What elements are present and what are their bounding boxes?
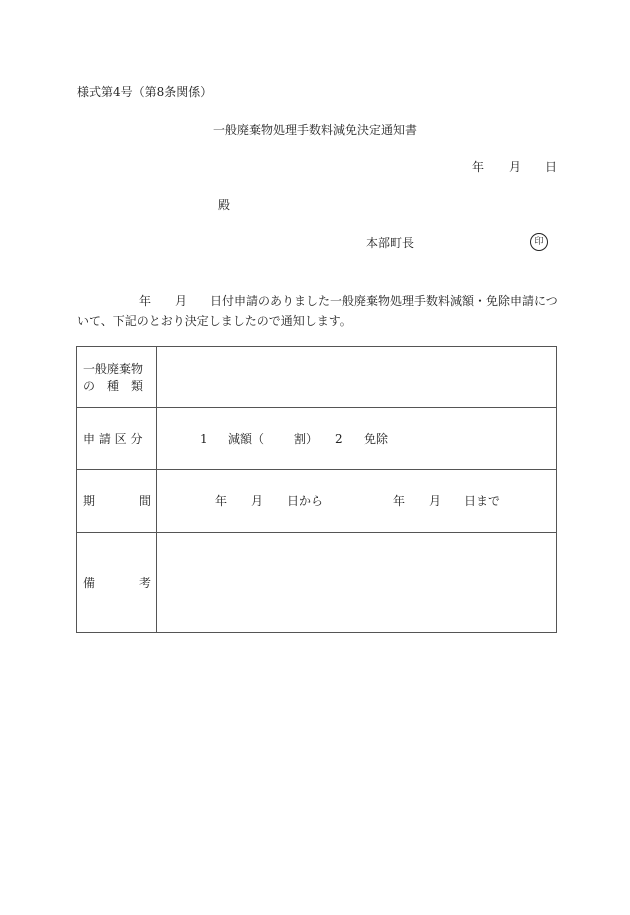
category-option1-text: 減額（ (228, 432, 265, 447)
category-option1-number: 1 (200, 432, 208, 447)
table-row-remarks (77, 532, 557, 632)
period-from-day: 日から (287, 494, 324, 509)
table-row-waste-type (77, 347, 557, 408)
body-text-line-2: いて、下記のとおり決定しましたので通知します。 (77, 314, 352, 328)
period-from-year: 年 (215, 494, 228, 509)
period-label-left: 期 (83, 494, 96, 509)
category-label: 申 請 区 分 (83, 432, 143, 447)
period-to-year: 年 (393, 494, 406, 509)
seal-mark: 印 (530, 233, 548, 251)
waste-type-label-line2: の 種 類 (83, 379, 144, 393)
form-number-label: 様式第4号（第8条関係） (77, 85, 213, 99)
waste-type-label-line1: 一般廃棄物 (83, 362, 144, 376)
body-text-line-1: 日付申請のありました一般廃棄物処理手数料減額・免除申請につ (210, 294, 558, 308)
table-row-period (77, 470, 557, 532)
period-from-month: 月 (251, 494, 264, 509)
decision-table (76, 346, 557, 633)
period-to-month: 月 (429, 494, 442, 509)
date-day-label: 日 (545, 160, 558, 174)
category-option1-unit: 割） (294, 432, 319, 447)
addressee-suffix: 殿 (218, 198, 231, 212)
date-month-label: 月 (509, 160, 522, 174)
remarks-label-right: 考 (139, 575, 152, 590)
body-year-label: 年 (139, 294, 152, 308)
category-label-cell (77, 408, 157, 470)
period-value-cell[interactable] (157, 470, 557, 532)
category-value-cell[interactable] (157, 408, 557, 470)
issuer-name: 本部町長 (366, 236, 415, 250)
remarks-label-left: 備 (83, 575, 96, 590)
period-label-right: 間 (139, 494, 152, 509)
waste-type-label-cell (77, 347, 157, 408)
remarks-label-cell (77, 532, 157, 632)
body-month-label: 月 (175, 294, 188, 308)
document-title: 一般廃棄物処理手数料減免決定通知書 (212, 123, 417, 137)
period-label-cell (77, 470, 157, 532)
remarks-value-cell[interactable] (157, 532, 557, 632)
date-year-label: 年 (472, 160, 485, 174)
category-option2-text: 免除 (364, 432, 389, 447)
period-to-day: 日まで (464, 494, 501, 509)
table-row-category (77, 408, 557, 470)
waste-type-value-cell[interactable] (157, 347, 557, 408)
category-option2-number: 2 (335, 432, 343, 447)
